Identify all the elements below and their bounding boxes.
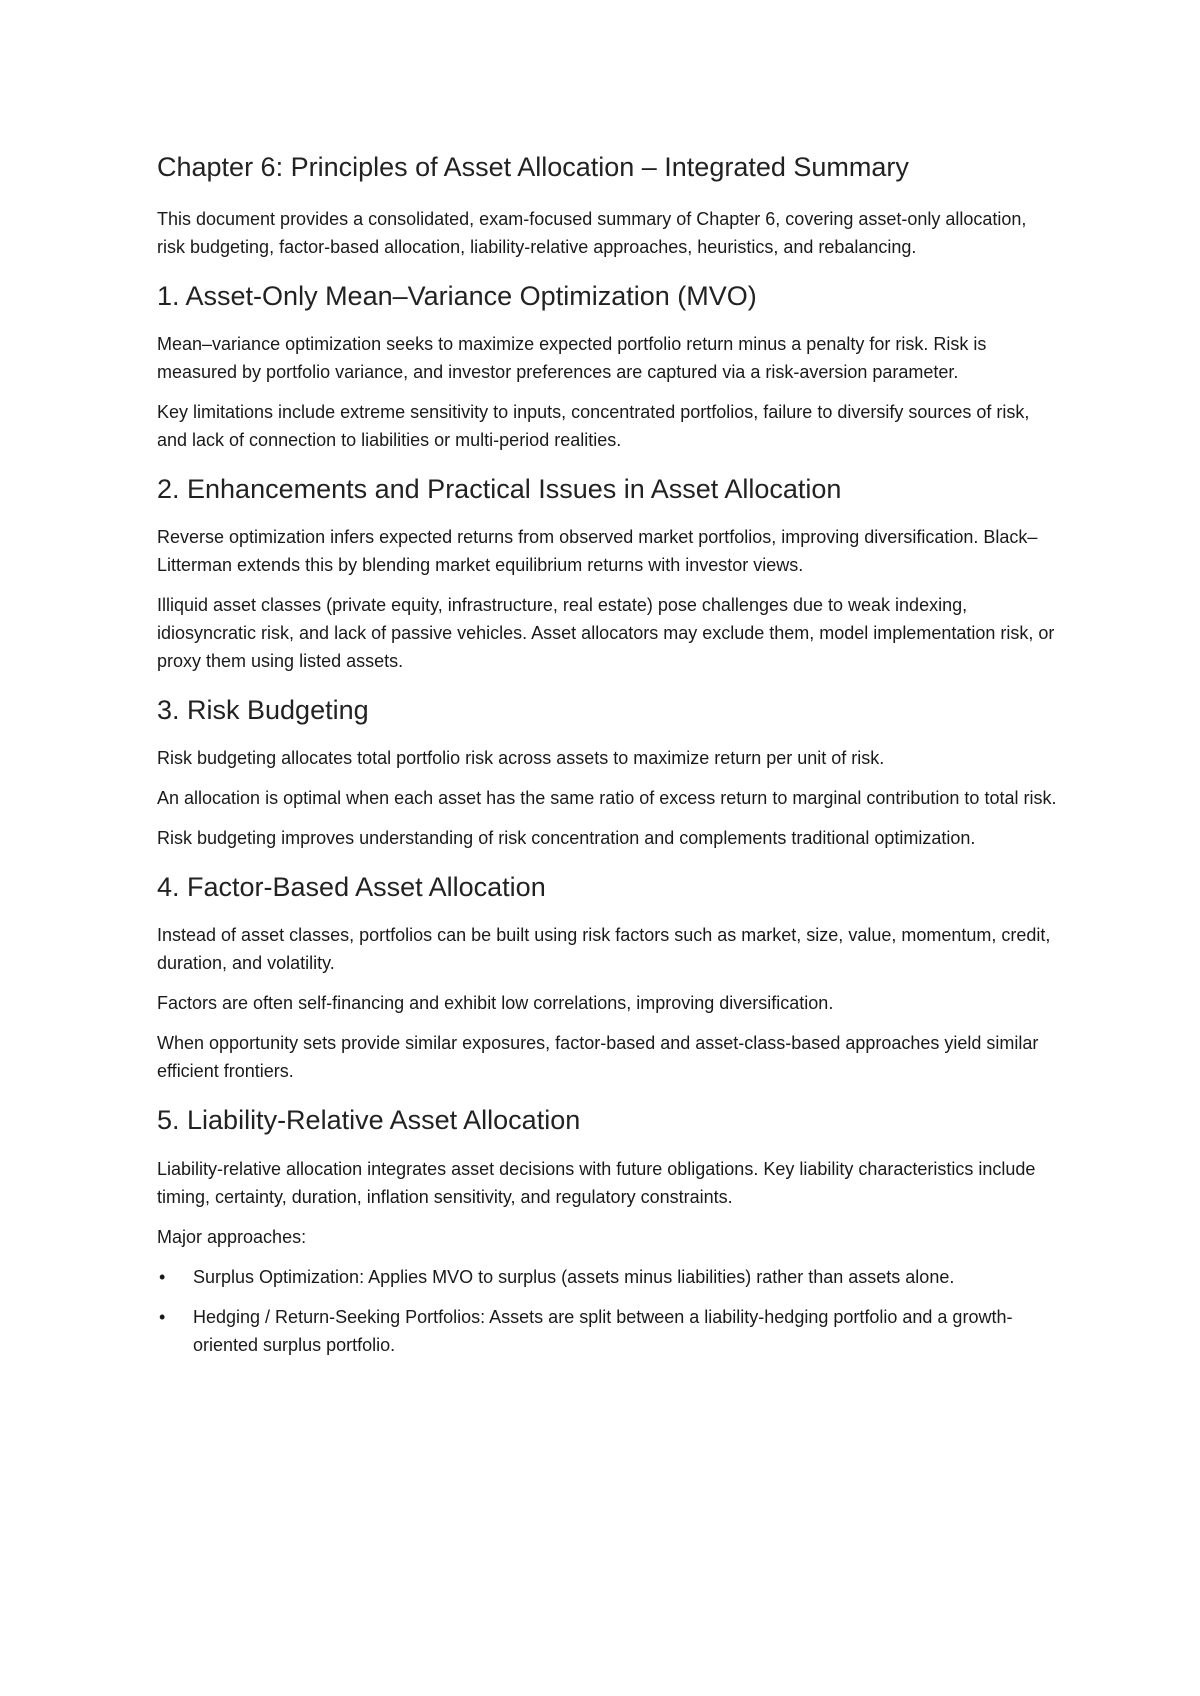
- paragraph: Liability-relative allocation integrates asset decisions with future obligations. Key liability characteristics include timing, certainty, duration, inflation sensitivity, and regulatory constraints.: [157, 1158, 1036, 1207]
- approaches-list: [157, 1263, 1057, 1359]
- paragraph: When opportunity sets provide similar exposures, factor-based and asset-class-based approaches yield similar efficient frontiers.: [157, 1033, 1039, 1082]
- paragraph: Illiquid asset classes (private equity, infrastructure, real estate) pose challenges due to weak indexing, idiosyncratic risk, and lack of passive vehicles. Asset allocators may exclude them, model implementation risk, or proxy them using listed assets.: [157, 595, 1055, 672]
- list-item-text: Hedging / Return-Seeking Portfolios: Assets are split between a liability-hedging portfolio and a growth-oriented surplus portfolio.: [193, 1306, 1013, 1355]
- section-heading-factor-based: 4. Factor-Based Asset Allocation: [157, 872, 546, 903]
- intro-paragraph: This document provides a consolidated, exam-focused summary of Chapter 6, covering asset-only allocation, risk budgeting, factor-based allocation, liability-relative approaches, heuristics, and rebalancing.: [157, 209, 1027, 258]
- page-title: Chapter 6: Principles of Asset Allocation – Integrated Summary: [157, 152, 909, 182]
- paragraph: Reverse optimization infers expected returns from observed market portfolios, improving diversification. Black–Litterman extends this by blending market equilibrium returns with investor views.: [157, 527, 1038, 576]
- section-heading-enhancements: 2. Enhancements and Practical Issues in Asset Allocation: [157, 474, 842, 505]
- list-item: [157, 1263, 1057, 1291]
- section-heading-risk-budgeting: 3. Risk Budgeting: [157, 695, 369, 726]
- list-item-text: Surplus Optimization: Applies MVO to surplus (assets minus liabilities) rather than assets alone.: [193, 1266, 955, 1287]
- paragraph: Factors are often self-financing and exhibit low correlations, improving diversification.: [157, 993, 834, 1014]
- section-heading-liability-relative: 5. Liability-Relative Asset Allocation: [157, 1105, 581, 1136]
- paragraph: Risk budgeting improves understanding of risk concentration and complements traditional optimization.: [157, 828, 976, 849]
- document-page: [157, 150, 1057, 1371]
- paragraph: Major approaches:: [157, 1226, 307, 1247]
- paragraph: Instead of asset classes, portfolios can be built using risk factors such as market, size, value, momentum, credit, duration, and volatility.: [157, 925, 1051, 974]
- paragraph: An allocation is optimal when each asset has the same ratio of excess return to marginal contribution to total risk.: [157, 788, 1057, 809]
- paragraph: Key limitations include extreme sensitivity to inputs, concentrated portfolios, failure to diversify sources of risk, and lack of connection to liabilities or multi-period realities.: [157, 402, 1030, 451]
- section-heading-mvo: 1. Asset-Only Mean–Variance Optimization (MVO): [157, 281, 757, 312]
- bullet-icon: •: [159, 1266, 166, 1287]
- paragraph: Risk budgeting allocates total portfolio risk across assets to maximize return per unit of risk.: [157, 748, 885, 769]
- bullet-icon: •: [159, 1306, 166, 1327]
- list-item: [157, 1303, 1057, 1359]
- paragraph: Mean–variance optimization seeks to maximize expected portfolio return minus a penalty for risk. Risk is measured by portfolio variance, and investor preferences are captured via a risk-aversion parameter.: [157, 334, 987, 383]
